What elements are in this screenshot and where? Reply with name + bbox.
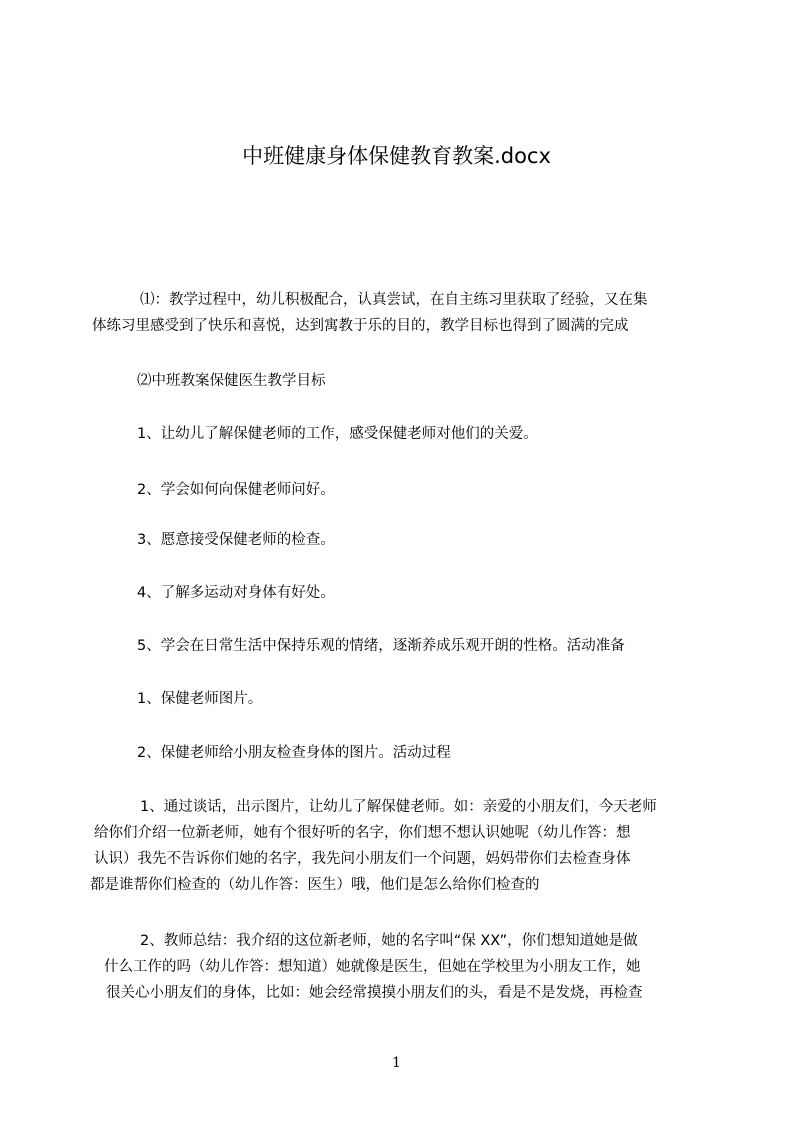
text-line: 3、愿意接受保健老师的检查。 (137, 532, 335, 548)
paragraph-heading-goals (137, 368, 326, 394)
text-line: 1、通过谈话，出示图片，让幼儿了解保健老师。如：亲爱的小朋友们，今天老师 (140, 799, 657, 815)
text-line: 2、保健老师给小朋友检查身体的图片。活动过程 (137, 745, 451, 761)
text-line: 2、学会如何向保健老师问好。 (137, 482, 335, 498)
list-item (137, 421, 538, 447)
list-item (137, 633, 625, 659)
paragraph-summary (92, 287, 648, 339)
list-item (137, 477, 335, 503)
text-line: 2、教师总结：我介绍的这位新老师，她的名字叫“保 XX”，你们想知道她是做 (140, 933, 638, 949)
text-line: 认识）我先不告诉你们她的名字，我先问小朋友们一个问题，妈妈带你们去检查身体 (94, 851, 631, 867)
paragraph-activity-2 (104, 928, 643, 1006)
document-title: 中班健康身体保健教育教案.docx (242, 144, 551, 168)
text-line: 给你们介绍一位新老师，她有个很好听的名字，你们想不想认识她呢（幼儿作答：想 (94, 825, 631, 841)
list-item (137, 527, 335, 553)
text-line: ⑵中班教案保健医生教学目标 (137, 373, 326, 389)
page-number: 1 (392, 1055, 401, 1071)
text-line: 体练习里感受到了快乐和喜悦，达到寓教于乐的目的，教学目标也得到了圆满的完成 (92, 318, 629, 334)
text-line: 1、保健老师图片。 (137, 691, 263, 707)
text-line: 都是谁帮你们检查的（幼儿作答：医生）哦，他们是怎么给你们检查的 (90, 877, 540, 893)
list-item (137, 686, 262, 712)
text-line: 什么工作的吗（幼儿作答：想知道）她就像是医生，但她在学校里为小朋友工作，她 (104, 959, 641, 975)
text-line: 很关心小朋友们的身体，比如：她会经常摸摸小朋友们的头，看是不是发烧，再检查 (106, 985, 643, 1001)
list-item (137, 580, 335, 606)
text-line: 4、了解多运动对身体有好处。 (137, 585, 335, 601)
list-item (137, 740, 451, 766)
text-line: 1、让幼儿了解保健老师的工作，感受保健老师对他们的关爱。 (137, 426, 538, 442)
text-line: ⑴：教学过程中，幼儿积极配合，认真尝试，在自主练习里获取了经验，又在集 (140, 292, 648, 308)
paragraph-activity-1 (90, 794, 657, 898)
text-line: 5、学会在日常生活中保持乐观的情绪，逐渐养成乐观开朗的性格。活动准备 (137, 638, 625, 654)
